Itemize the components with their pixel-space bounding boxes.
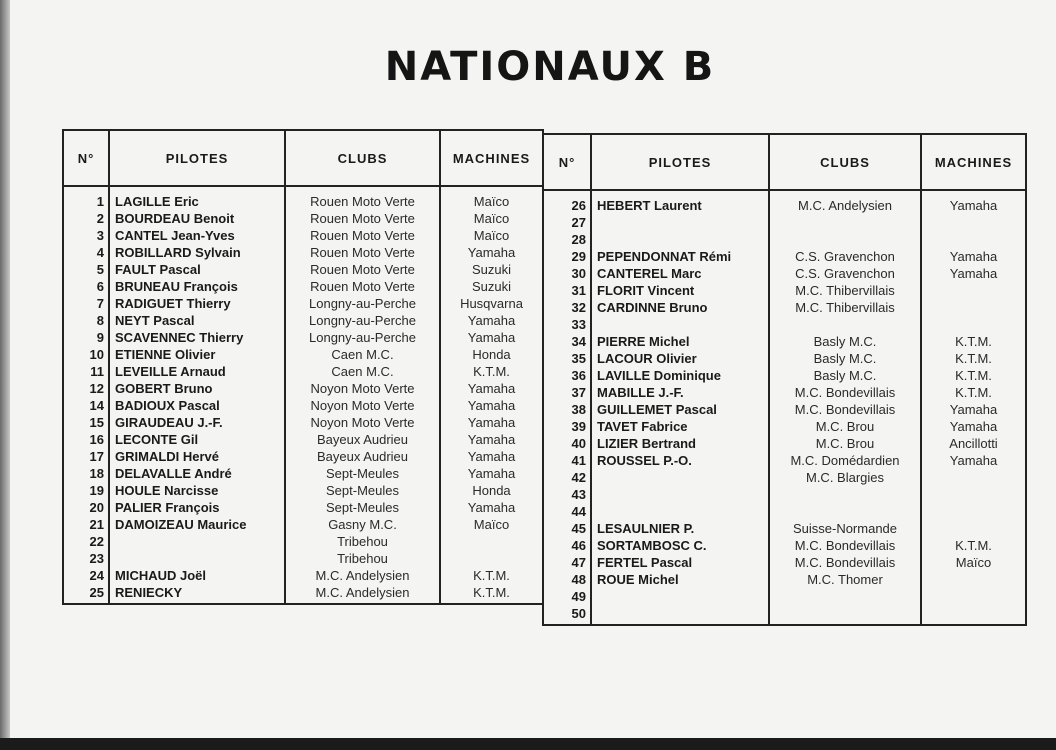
rider-name: LECONTE Gil — [109, 431, 285, 448]
rider-club: Noyon Moto Verte — [285, 397, 440, 414]
table-row — [543, 418, 1026, 435]
rider-name: GUILLEMET Pascal — [591, 401, 769, 418]
table-row — [543, 367, 1026, 384]
rider-number: 34 — [571, 334, 586, 349]
header-num: N° — [63, 130, 109, 186]
table-row — [543, 316, 1026, 333]
rider-club: M.C. Domédardien — [769, 452, 921, 469]
rider-name: TAVET Fabrice — [591, 418, 769, 435]
rider-machine: Yamaha — [440, 448, 543, 465]
rider-club: Basly M.C. — [769, 350, 921, 367]
rider-machine: Yamaha — [440, 499, 543, 516]
table-row — [63, 380, 543, 397]
rider-club — [769, 503, 921, 520]
table-row — [63, 346, 543, 363]
rider-number: 16 — [89, 432, 104, 447]
table-row — [543, 231, 1026, 248]
rider-number: 47 — [571, 555, 586, 570]
table-row — [63, 499, 543, 516]
rider-name: CANTEREL Marc — [591, 265, 769, 282]
table-row — [543, 469, 1026, 486]
riders-table-right — [542, 133, 1027, 626]
rider-machine — [921, 282, 1026, 299]
rider-machine: K.T.M. — [440, 363, 543, 380]
rider-machine: Yamaha — [921, 401, 1026, 418]
rider-club: Rouen Moto Verte — [285, 186, 440, 210]
rider-name — [591, 214, 769, 231]
rider-name — [591, 503, 769, 520]
rider-name: PIERRE Michel — [591, 333, 769, 350]
rider-club: M.C. Bondevillais — [769, 401, 921, 418]
rider-club — [769, 316, 921, 333]
rider-club: C.S. Gravenchon — [769, 265, 921, 282]
header-clubs: CLUBS — [769, 134, 921, 190]
rider-club: Bayeux Audrieu — [285, 431, 440, 448]
rider-name: GRIMALDI Hervé — [109, 448, 285, 465]
rider-machine: K.T.M. — [921, 367, 1026, 384]
rider-machine: K.T.M. — [921, 537, 1026, 554]
rider-number: 21 — [89, 517, 104, 532]
rider-number: 44 — [571, 504, 586, 519]
rider-name: FLORIT Vincent — [591, 282, 769, 299]
rider-club: Gasny M.C. — [285, 516, 440, 533]
table-row — [63, 516, 543, 533]
rider-club: M.C. Thibervillais — [769, 282, 921, 299]
table-row — [63, 533, 543, 550]
rider-number: 3 — [96, 228, 104, 243]
rider-name: RENIECKY — [109, 584, 285, 604]
table-row — [63, 261, 543, 278]
table-row — [543, 333, 1026, 350]
rider-number: 38 — [571, 402, 586, 417]
table-row — [63, 584, 543, 604]
rider-machine — [921, 605, 1026, 625]
rider-number: 4 — [96, 245, 104, 260]
rider-number: 19 — [89, 483, 104, 498]
rider-name — [109, 550, 285, 567]
rider-club: C.S. Gravenchon — [769, 248, 921, 265]
rider-number: 1 — [96, 194, 104, 209]
rider-number: 10 — [89, 347, 104, 362]
rider-name: FAULT Pascal — [109, 261, 285, 278]
rider-name — [591, 231, 769, 248]
rider-machine: Honda — [440, 346, 543, 363]
rider-name: LEVEILLE Arnaud — [109, 363, 285, 380]
rider-number: 12 — [89, 381, 104, 396]
table-row — [63, 186, 543, 210]
rider-number: 2 — [96, 211, 104, 226]
rider-club: Sept-Meules — [285, 465, 440, 482]
table-row — [543, 537, 1026, 554]
table-row — [63, 397, 543, 414]
rider-number: 25 — [89, 585, 104, 600]
rider-name: CARDINNE Bruno — [591, 299, 769, 316]
rider-name: GIRAUDEAU J.-F. — [109, 414, 285, 431]
rider-number: 29 — [571, 249, 586, 264]
rider-number: 31 — [571, 283, 586, 298]
rider-machine: Yamaha — [440, 329, 543, 346]
rider-machine — [921, 469, 1026, 486]
table-row — [63, 210, 543, 227]
rider-name: LACOUR Olivier — [591, 350, 769, 367]
rider-number: 7 — [96, 296, 104, 311]
rider-number: 37 — [571, 385, 586, 400]
rider-number: 23 — [89, 551, 104, 566]
table-row — [63, 295, 543, 312]
rider-machine: K.T.M. — [921, 333, 1026, 350]
rider-name: ROUSSEL P.-O. — [591, 452, 769, 469]
rider-number: 35 — [571, 351, 586, 366]
rider-club — [769, 214, 921, 231]
rider-number: 24 — [89, 568, 104, 583]
rider-name — [591, 605, 769, 625]
rider-name: SCAVENNEC Thierry — [109, 329, 285, 346]
table-row — [543, 265, 1026, 282]
rider-machine: Yamaha — [440, 465, 543, 482]
rider-club: Longny-au-Perche — [285, 329, 440, 346]
rider-number: 9 — [96, 330, 104, 345]
rider-number: 41 — [571, 453, 586, 468]
rider-name: CANTEL Jean-Yves — [109, 227, 285, 244]
rider-name — [591, 469, 769, 486]
riders-table-left — [62, 129, 544, 605]
rider-machine: Yamaha — [921, 452, 1026, 469]
rider-name: HOULE Narcisse — [109, 482, 285, 499]
rider-machine: Yamaha — [440, 397, 543, 414]
table-row — [543, 190, 1026, 214]
header-pilotes: PILOTES — [109, 130, 285, 186]
rider-number: 15 — [89, 415, 104, 430]
rider-machine — [440, 550, 543, 567]
table-row — [543, 503, 1026, 520]
rider-club — [769, 588, 921, 605]
rider-name: DELAVALLE André — [109, 465, 285, 482]
rider-club: Longny-au-Perche — [285, 295, 440, 312]
table-row — [63, 482, 543, 499]
rider-machine — [921, 316, 1026, 333]
rider-club — [769, 231, 921, 248]
table-row — [63, 227, 543, 244]
rider-name: LAVILLE Dominique — [591, 367, 769, 384]
rider-machine: Yamaha — [921, 248, 1026, 265]
rider-number: 50 — [571, 606, 586, 621]
rider-club: M.C. Thibervillais — [769, 299, 921, 316]
rider-machine — [921, 299, 1026, 316]
rider-name: FERTEL Pascal — [591, 554, 769, 571]
rider-machine — [440, 533, 543, 550]
rider-number: 42 — [571, 470, 586, 485]
rider-club: M.C. Thomer — [769, 571, 921, 588]
rider-name: LESAULNIER P. — [591, 520, 769, 537]
rider-club: Bayeux Audrieu — [285, 448, 440, 465]
rider-name: ETIENNE Olivier — [109, 346, 285, 363]
rider-machine: Yamaha — [440, 380, 543, 397]
rider-club: Rouen Moto Verte — [285, 210, 440, 227]
table-row — [543, 248, 1026, 265]
rider-name: PALIER François — [109, 499, 285, 516]
riders-body-left — [63, 186, 543, 604]
table-row — [63, 363, 543, 380]
rider-name: ROBILLARD Sylvain — [109, 244, 285, 261]
table-row — [63, 567, 543, 584]
rider-name: BADIOUX Pascal — [109, 397, 285, 414]
rider-number: 8 — [96, 313, 104, 328]
rider-name: LAGILLE Eric — [109, 186, 285, 210]
rider-machine: Yamaha — [440, 414, 543, 431]
rider-number: 18 — [89, 466, 104, 481]
rider-club: Sept-Meules — [285, 482, 440, 499]
rider-machine: Yamaha — [440, 431, 543, 448]
rider-machine — [921, 486, 1026, 503]
table-header-row — [63, 130, 543, 186]
rider-club: Tribehou — [285, 533, 440, 550]
rider-club: Caen M.C. — [285, 346, 440, 363]
table-header-row — [543, 134, 1026, 190]
rider-club: M.C. Brou — [769, 418, 921, 435]
rider-machine: Yamaha — [921, 418, 1026, 435]
page-bottom-edge — [0, 738, 1056, 750]
rider-club: Basly M.C. — [769, 367, 921, 384]
rider-club: Rouen Moto Verte — [285, 244, 440, 261]
table-row — [63, 312, 543, 329]
rider-club: M.C. Brou — [769, 435, 921, 452]
rider-number: 40 — [571, 436, 586, 451]
rider-machine: Yamaha — [440, 312, 543, 329]
table-row — [63, 448, 543, 465]
rider-machine: Suzuki — [440, 278, 543, 295]
table-row — [543, 350, 1026, 367]
rider-club: M.C. Andelysien — [285, 584, 440, 604]
rider-club: M.C. Bondevillais — [769, 384, 921, 401]
rider-number: 17 — [89, 449, 104, 464]
rider-name: LIZIER Bertrand — [591, 435, 769, 452]
rider-club: Rouen Moto Verte — [285, 261, 440, 278]
rider-machine: Yamaha — [440, 244, 543, 261]
rider-machine: Maïco — [440, 227, 543, 244]
rider-number: 46 — [571, 538, 586, 553]
rider-number: 36 — [571, 368, 586, 383]
table-row — [543, 214, 1026, 231]
rider-name: MABILLE J.-F. — [591, 384, 769, 401]
table-row — [543, 452, 1026, 469]
rider-number: 49 — [571, 589, 586, 604]
rider-name: NEYT Pascal — [109, 312, 285, 329]
rider-club — [769, 605, 921, 625]
rider-name: HEBERT Laurent — [591, 190, 769, 214]
table-row — [543, 571, 1026, 588]
rider-number: 28 — [571, 232, 586, 247]
table-row — [543, 605, 1026, 625]
header-pilotes: PILOTES — [591, 134, 769, 190]
rider-name: RADIGUET Thierry — [109, 295, 285, 312]
rider-number: 14 — [89, 398, 104, 413]
rider-club: Rouen Moto Verte — [285, 227, 440, 244]
rider-machine — [921, 588, 1026, 605]
rider-machine: K.T.M. — [440, 584, 543, 604]
rider-name: GOBERT Bruno — [109, 380, 285, 397]
rider-club: M.C. Bondevillais — [769, 537, 921, 554]
rider-number: 6 — [96, 279, 104, 294]
rider-number: 11 — [90, 364, 104, 379]
rider-machine: K.T.M. — [921, 384, 1026, 401]
rider-club: Noyon Moto Verte — [285, 414, 440, 431]
rider-machine: Honda — [440, 482, 543, 499]
rider-number: 33 — [571, 317, 586, 332]
rider-name: PEPENDONNAT Rémi — [591, 248, 769, 265]
rider-club: M.C. Bondevillais — [769, 554, 921, 571]
table-row — [543, 299, 1026, 316]
rider-number: 22 — [89, 534, 104, 549]
rider-name — [591, 316, 769, 333]
rider-name: SORTAMBOSC C. — [591, 537, 769, 554]
book-spine — [0, 0, 10, 738]
table-row — [543, 282, 1026, 299]
rider-machine: Yamaha — [921, 265, 1026, 282]
header-clubs: CLUBS — [285, 130, 440, 186]
table-row — [543, 520, 1026, 537]
rider-number: 26 — [571, 198, 586, 213]
rider-machine — [921, 214, 1026, 231]
table-row — [543, 435, 1026, 452]
rider-name: BRUNEAU François — [109, 278, 285, 295]
rider-club: Rouen Moto Verte — [285, 278, 440, 295]
rider-machine: K.T.M. — [921, 350, 1026, 367]
rider-machine: Maïco — [921, 554, 1026, 571]
header-machines: MACHINES — [921, 134, 1026, 190]
page-title: NATIONAUX B — [384, 44, 716, 90]
rider-machine: Husqvarna — [440, 295, 543, 312]
rider-club: Sept-Meules — [285, 499, 440, 516]
rider-name — [109, 533, 285, 550]
rider-club: Caen M.C. — [285, 363, 440, 380]
rider-name: MICHAUD Joël — [109, 567, 285, 584]
rider-number: 27 — [571, 215, 586, 230]
rider-name: ROUE Michel — [591, 571, 769, 588]
rider-club: M.C. Andelysien — [769, 190, 921, 214]
rider-club: Suisse-Normande — [769, 520, 921, 537]
table-row — [543, 401, 1026, 418]
table-row — [543, 384, 1026, 401]
rider-name: BOURDEAU Benoit — [109, 210, 285, 227]
rider-machine: Maïco — [440, 186, 543, 210]
rider-number: 20 — [89, 500, 104, 515]
table-row — [63, 278, 543, 295]
table-row — [63, 414, 543, 431]
rider-machine: Suzuki — [440, 261, 543, 278]
rider-number: 5 — [96, 262, 104, 277]
rider-machine — [921, 503, 1026, 520]
rider-club: Tribehou — [285, 550, 440, 567]
table-row — [63, 550, 543, 567]
rider-machine — [921, 520, 1026, 537]
table-row — [543, 554, 1026, 571]
table-row — [63, 465, 543, 482]
rider-name: DAMOIZEAU Maurice — [109, 516, 285, 533]
rider-club: Longny-au-Perche — [285, 312, 440, 329]
rider-machine: Ancillotti — [921, 435, 1026, 452]
rider-name — [591, 588, 769, 605]
rider-club: Noyon Moto Verte — [285, 380, 440, 397]
table-row — [543, 588, 1026, 605]
rider-number: 39 — [571, 419, 586, 434]
rider-machine: K.T.M. — [440, 567, 543, 584]
rider-machine: Maïco — [440, 210, 543, 227]
header-machines: MACHINES — [440, 130, 543, 186]
rider-club: M.C. Blargies — [769, 469, 921, 486]
table-row — [543, 486, 1026, 503]
table-row — [63, 244, 543, 261]
rider-machine — [921, 231, 1026, 248]
rider-name — [591, 486, 769, 503]
rider-number: 43 — [571, 487, 586, 502]
rider-club: M.C. Andelysien — [285, 567, 440, 584]
rider-number: 30 — [571, 266, 586, 281]
header-num: N° — [543, 134, 591, 190]
rider-machine — [921, 571, 1026, 588]
rider-number: 48 — [571, 572, 586, 587]
riders-body-right — [543, 190, 1026, 625]
rider-machine: Maïco — [440, 516, 543, 533]
rider-number: 32 — [571, 300, 586, 315]
table-row — [63, 431, 543, 448]
rider-machine: Yamaha — [921, 190, 1026, 214]
rider-number: 45 — [571, 521, 586, 536]
rider-club — [769, 486, 921, 503]
rider-club: Basly M.C. — [769, 333, 921, 350]
table-row — [63, 329, 543, 346]
